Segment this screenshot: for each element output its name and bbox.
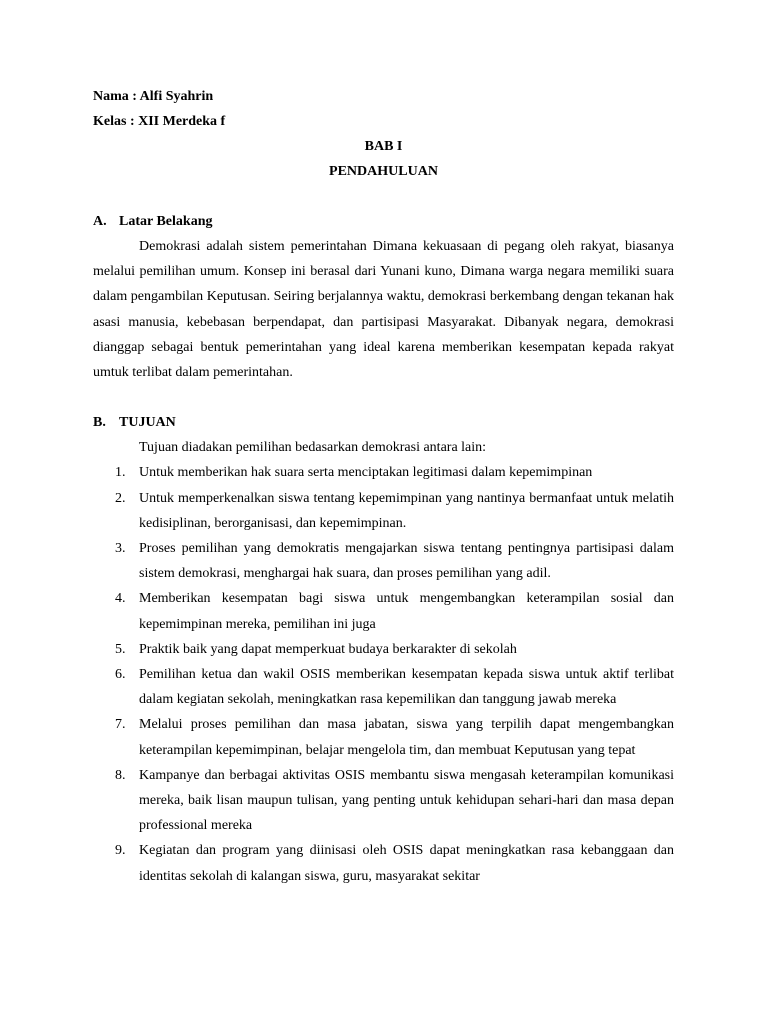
student-class: Kelas : XII Merdeka f [93,114,226,129]
list-item [93,460,674,485]
section-a-letter: A. [93,214,107,229]
section-b-title: TUJUAN [119,415,176,431]
section-a-paragraph: Demokrasi adalah sistem pemerintahan Dimana kekuasaan di pegang oleh rakyat, biasanya melalui pemilihan umum. Konsep ini berasal dari Yunani kuno, Dimana warga negara memiliki suara dalam pengambilan Keputusan. Seiring berjalannya waktu, demokrasi berkembang dengan tekanan hak asasi manusia, kebebasan berpendapat, dan partisipasi Masyarakat. Dibanyak negara, demokrasi dianggap sebagai bentuk pemerintahan yang ideal karena memberikan kesempatan kepada rakyat umtuk terlibat dalam pemerintahan. [93,239,674,381]
list-item-text: Kegiatan dan program yang diinisasi oleh OSIS dapat meningkatkan rasa kebanggaan dan identitas sekolah di kalangan siswa, guru, masyarakat sekitar [139,843,674,884]
section-b-heading [93,410,674,435]
student-name: Nama : Alfi Syahrin [93,89,214,104]
goals-list [93,460,674,888]
chapter-title: PENDAHULUAN [329,164,438,179]
list-item-number: 8. [115,767,126,783]
list-item [93,637,674,662]
list-item-number: 5. [115,641,126,657]
list-item-text: Melalui proses pemilihan dan masa jabatan, siswa yang terpilih dapat mengembangkan keterampilan kepemimpinan, belajar mengelola tim, dan membuat Keputusan yang tepat [139,717,674,758]
list-item-number: 3. [115,541,126,557]
list-item-text: Kampanye dan berbagai aktivitas OSIS membantu siswa mengasah keterampilan komunikasi mereka, baik lisan maupun tulisan, yang penting untuk kehidupan sehari-hari dan masa depan professional mereka [139,767,674,834]
list-item-number: 7. [115,717,126,733]
list-item-number: 6. [115,667,126,683]
list-item-text: Untuk memperkenalkan siswa tentang kepemimpinan yang nantinya bermanfaat untuk melatih kedisiplinan, berorganisasi, dan kepemimpinan. [139,490,674,531]
section-b-intro: Tujuan diadakan pemilihan bedasarkan demokrasi antara lain: [139,440,487,456]
list-item [93,712,674,762]
list-item [93,536,674,586]
spacer [93,184,674,209]
list-item-text: Proses pemilihan yang demokratis mengajarkan siswa tentang pentingnya partisipasi dalam sistem demokrasi, menghargai hak suara, dan proses pemilihan yang adil. [139,541,674,582]
list-item [93,838,674,888]
section-a-heading [93,209,674,234]
list-item-text: Praktik baik yang dapat memperkuat budaya berkarakter di sekolah [139,641,517,657]
section-a-title: Latar Belakang [119,214,213,229]
list-item-number: 2. [115,490,126,506]
list-item-text: Memberikan kesempatan bagi siswa untuk mengembangkan keterampilan sosial dan kepemimpinan mereka, pemilihan ini juga [139,591,674,632]
list-item [93,763,674,839]
list-item [93,486,674,536]
list-item [93,586,674,636]
list-item [93,662,674,712]
list-item-number: 9. [115,843,126,859]
section-b-letter: B. [93,415,106,431]
list-item-text: Pemilihan ketua dan wakil OSIS memberikan kesempatan kepada siswa untuk aktif terlibat dalam kegiatan sekolah, meningkatkan rasa kepemilikan dan tanggung jawab mereka [139,667,674,708]
chapter-label: BAB I [364,139,403,154]
spacer [93,385,674,410]
list-item-text: Untuk memberikan hak suara serta menciptakan legitimasi dalam kepemimpinan [139,465,593,481]
document-page [93,84,674,889]
list-item-number: 4. [115,591,126,607]
list-item-number: 1. [115,465,126,481]
